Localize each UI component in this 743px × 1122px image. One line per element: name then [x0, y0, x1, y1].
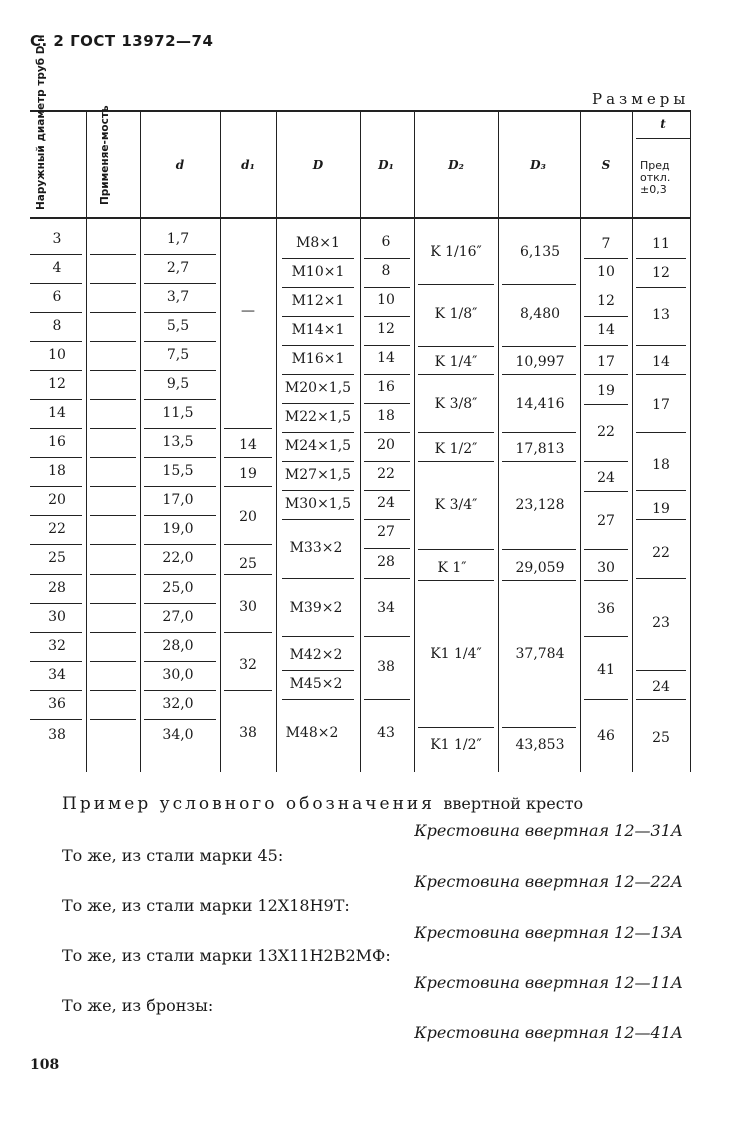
table-cell: 3 — [52, 231, 62, 247]
table-cell: M33×2 — [289, 540, 343, 556]
table-cell: 10 — [597, 264, 615, 280]
table-cell: 18 — [652, 457, 670, 473]
table-cell: 36 — [48, 696, 66, 712]
table-cell: 34 — [377, 600, 395, 616]
table-cell: — — [241, 303, 255, 319]
table-cell: 7 — [601, 236, 611, 252]
table-cell: 12 — [377, 321, 395, 337]
table-cell: K 3/4″ — [434, 497, 478, 513]
table-cell: 24 — [597, 470, 615, 486]
table-cell: 20 — [239, 509, 257, 525]
table-cell: M8×1 — [296, 235, 340, 251]
table-cell: 10 — [377, 292, 395, 308]
example-designation: Крестовина ввертная 12—31А — [414, 821, 683, 840]
table-cell: 23 — [652, 615, 670, 631]
table-cell: 19 — [652, 501, 670, 517]
table-cell: 25,0 — [162, 580, 194, 596]
example-label: То же, из бронзы: — [62, 996, 214, 1015]
table-cell: 11 — [652, 236, 670, 252]
table-cell: 13 — [652, 307, 670, 323]
table-cell: 6,135 — [519, 244, 561, 260]
table-cell: 14 — [597, 322, 615, 338]
table-cell: 12 — [597, 293, 615, 309]
table-cell: M48×2 — [285, 725, 339, 741]
table-cell: 22 — [597, 424, 615, 440]
table-cell: 11,5 — [162, 405, 194, 421]
header-outer-diameter: Наружный диаметр труб D н — [35, 34, 47, 210]
header-D2: D₂ — [448, 158, 464, 172]
header-applicability: Применяе-мость — [99, 105, 111, 205]
table-cell: 29,059 — [515, 560, 565, 576]
table-cell: K 3/8″ — [434, 396, 478, 412]
table-cell: K 1/16″ — [430, 244, 482, 260]
table-cell: M27×1,5 — [284, 467, 352, 483]
table-cell: 32 — [48, 638, 66, 654]
table-cell: 8,480 — [519, 306, 561, 322]
table-cell: K1 1/4″ — [430, 646, 482, 662]
table-cell: M14×1 — [291, 322, 345, 338]
table-cell: 17 — [597, 354, 615, 370]
header-D: D — [312, 158, 324, 172]
table-cell: 32 — [239, 657, 257, 673]
page-header: С. 2 ГОСТ 13972—74 — [30, 32, 214, 50]
header-d: d — [175, 158, 185, 172]
table-cell: 43 — [377, 725, 395, 741]
example-label: То же, из стали марки 13Х11Н2В2МФ: — [62, 946, 391, 965]
table-cell: 27,0 — [162, 609, 194, 625]
table-cell: 17,813 — [515, 441, 565, 457]
table-cell: 18 — [377, 408, 395, 424]
table-cell: 17,0 — [162, 492, 194, 508]
header-d1: d₁ — [241, 158, 255, 172]
page-number: 108 — [30, 1057, 60, 1073]
table-cell: 8 — [52, 318, 62, 334]
table-cell: M24×1,5 — [284, 438, 352, 454]
header-D1: D₁ — [378, 158, 394, 172]
table-cell: 30 — [597, 560, 615, 576]
table-cell: 4 — [52, 260, 62, 276]
table-cell: 19 — [597, 383, 615, 399]
table-cell: 14 — [652, 354, 670, 370]
table-cell: 24 — [652, 679, 670, 695]
table-cell: 37,784 — [515, 646, 565, 662]
table-cell: 6 — [52, 289, 62, 305]
table-cell: 14,416 — [515, 396, 565, 412]
table-cell: 12 — [652, 265, 670, 281]
table-cell: 19 — [239, 466, 257, 482]
table-cell: M16×1 — [291, 351, 345, 367]
table-cell: 16 — [377, 379, 395, 395]
table-cell: K1 1/2″ — [430, 737, 482, 753]
table-cell: 38 — [377, 659, 395, 675]
example-designation: Крестовина ввертная 12—41А — [414, 1023, 683, 1042]
table-cell: 27 — [377, 524, 395, 540]
header-D3: D₃ — [530, 158, 546, 172]
header-t-tolerance: Пред откл. ±0,3 — [640, 159, 671, 196]
table-cell: 1,7 — [166, 231, 190, 247]
table-cell: 6 — [381, 234, 391, 250]
header-S: S — [601, 158, 611, 172]
table-cell: M42×2 — [289, 647, 343, 663]
table-cell: 25 — [239, 556, 257, 572]
table-cell: 22 — [48, 521, 66, 537]
table-cell: 10 — [48, 347, 66, 363]
table-cell: 46 — [597, 728, 615, 744]
example-designation: Крестовина ввертная 12—11А — [414, 973, 683, 992]
table-cell: 22 — [652, 545, 670, 561]
table-cell: 14 — [377, 350, 395, 366]
table-cell: 18 — [48, 463, 66, 479]
table-cell: 28 — [48, 580, 66, 596]
table-cell: M20×1,5 — [284, 380, 352, 396]
table-cell: M22×1,5 — [284, 409, 352, 425]
table-cell: 25 — [48, 550, 66, 566]
table-cell: 3,7 — [166, 289, 190, 305]
table-cell: 12 — [48, 376, 66, 392]
example-designation: Крестовина ввертная 12—13А — [414, 923, 683, 942]
example-title: Пример условного обозначения ввертной кресто — [62, 794, 584, 814]
table-cell: 38 — [239, 725, 257, 741]
table-cell: K 1/4″ — [434, 354, 478, 370]
table-cell: 22,0 — [162, 550, 194, 566]
table-cell: 23,128 — [515, 497, 565, 513]
header-t: t — [660, 117, 666, 131]
example-title-tail: ввертной кресто — [443, 794, 584, 813]
table-cell: 14 — [239, 437, 257, 453]
table-cell: K 1/8″ — [434, 306, 478, 322]
table-cell: 38 — [48, 727, 66, 743]
table-cell: M10×1 — [291, 264, 345, 280]
example-label: То же, из стали марки 45: — [62, 846, 284, 865]
table-cell: 19,0 — [162, 521, 194, 537]
table-cell: 20 — [48, 492, 66, 508]
example-designation: Крестовина ввертная 12—22А — [414, 872, 683, 891]
table-cell: 30 — [48, 609, 66, 625]
table-cell: M12×1 — [291, 293, 345, 309]
table-cell: 28,0 — [162, 638, 194, 654]
table-cell: 36 — [597, 601, 615, 617]
table-cell: 22 — [377, 466, 395, 482]
table-cell: 17 — [652, 397, 670, 413]
table-cell: 30,0 — [162, 667, 194, 683]
table-cell: M30×1,5 — [284, 496, 352, 512]
table-cell: M39×2 — [289, 600, 343, 616]
table-cell: 41 — [597, 662, 615, 678]
table-cell: 10,997 — [515, 354, 565, 370]
table-cell: 7,5 — [166, 347, 190, 363]
table-cell: 25 — [652, 730, 670, 746]
table-cell: 28 — [377, 554, 395, 570]
table-cell: 8 — [381, 263, 391, 279]
table-cell: K 1/2″ — [434, 441, 478, 457]
table-cell: 32,0 — [162, 696, 194, 712]
example-label: То же, из стали марки 12Х18Н9Т: — [62, 896, 350, 915]
table-cell: 27 — [597, 513, 615, 529]
table-cell: 34 — [48, 667, 66, 683]
table-cell: M45×2 — [289, 676, 343, 692]
table-cell: 16 — [48, 434, 66, 450]
table-cell: K 1″ — [437, 560, 467, 576]
table-cell: 5,5 — [166, 318, 190, 334]
table-cell: 9,5 — [166, 376, 190, 392]
table-cell: 30 — [239, 599, 257, 615]
table-cell: 15,5 — [162, 463, 194, 479]
table-cell: 34,0 — [162, 727, 194, 743]
table-cell: 13,5 — [162, 434, 194, 450]
table-cell: 2,7 — [166, 260, 190, 276]
table-cell: 43,853 — [515, 737, 565, 753]
table-cell: 20 — [377, 437, 395, 453]
table-cell: 24 — [377, 495, 395, 511]
dimensions-label: Размеры — [592, 90, 690, 108]
table-cell: 14 — [48, 405, 66, 421]
